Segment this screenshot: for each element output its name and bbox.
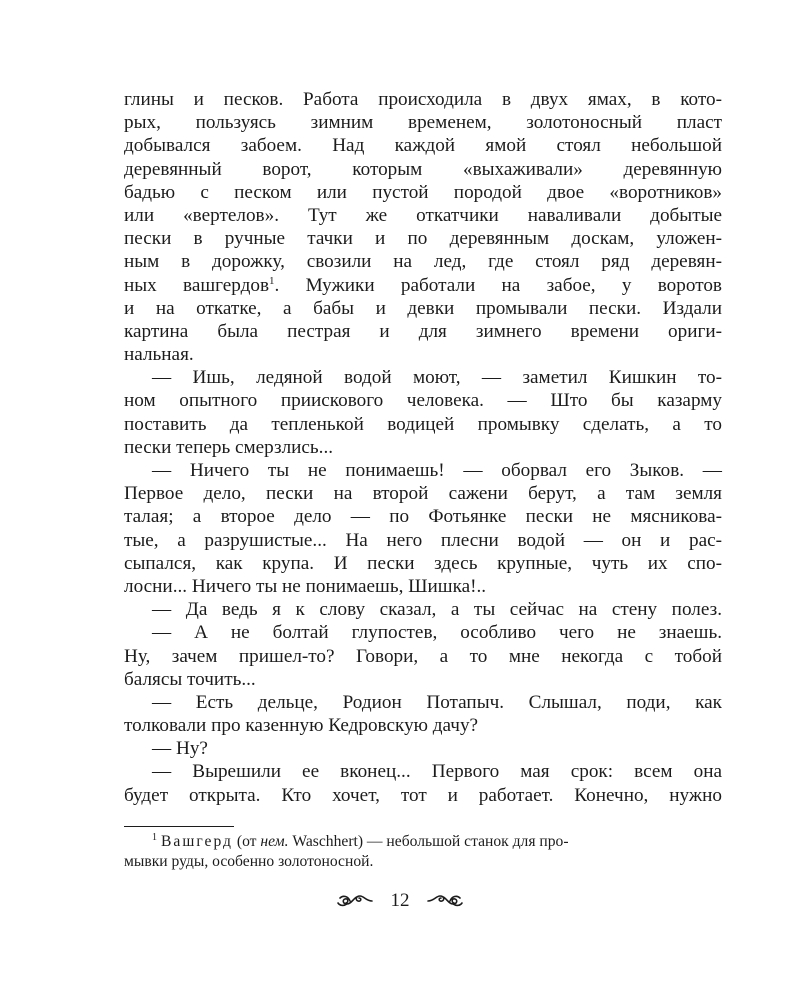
- text-line: картина была пестрая и для зимнего времени ориги-: [124, 320, 722, 342]
- text-line: поставить да тепленькой водицей промывку сделать, а то: [124, 413, 722, 435]
- text-line: будет открыта. Кто хочет, тот и работает. Конечно, нужно: [124, 784, 722, 806]
- text-line: ном опытного приискового человека. — Што бы казарму: [124, 390, 722, 412]
- text-line: балясы точить...: [124, 668, 256, 690]
- text-line: — Ничего ты не понимаешь! — оборвал его Зыков. —: [152, 460, 722, 481]
- text-line: рых, пользуясь зимним временем, золотоносный пласт: [124, 112, 722, 134]
- text-line: бадью с песком или пустой породой двое «воротников»: [124, 181, 722, 203]
- text-line: и на откатке, а бабы и девки промывали пески. Издали: [124, 297, 722, 319]
- text-line: талая; а второе дело — по Фотьянке пески не мясникова-: [124, 506, 722, 528]
- text-line: — А не болтай глупостев, особливо чего не знаешь.: [152, 622, 722, 644]
- footnote-line: [124, 832, 722, 852]
- text-line: — Вырешили ее вконец... Первого мая срок: всем она: [152, 761, 722, 783]
- ornament-left-icon: [336, 892, 374, 910]
- page-folio: [0, 888, 800, 913]
- text-line: деревянный ворот, которым «выхаживали» деревянную: [124, 158, 722, 180]
- text-fragment: Мужики работали на забое, у воротов: [305, 274, 722, 296]
- text-line: пески теперь смерзлись...: [124, 436, 334, 458]
- footnote-term: Вашгерд: [161, 833, 233, 850]
- text-line: тые, а разрушистые... На него плесни водой — он и рас-: [124, 529, 722, 551]
- text-line: Ну, зачем пришел-то? Говори, а то мне некогда с тобой: [124, 645, 722, 667]
- text-line: — Ишь, ледяной водой моют, — заметил Кишкин то-: [152, 367, 722, 389]
- text-line: Первое дело, пески на второй сажени берут, а там земля: [124, 483, 722, 505]
- text-fragment: ных вашгердов: [124, 274, 270, 296]
- text-line: ным в дорожку, свозили на лед, где стоял ряд деревян-: [124, 251, 722, 273]
- text-line: пески в ручные тачки и по деревянным доскам, уложен-: [124, 228, 722, 250]
- text-line: глины и песков. Работа происходила в двух ямах, в кото-: [124, 89, 722, 110]
- ornament-right-icon: [426, 892, 464, 910]
- text-line-with-footnote: ных вашгердов$^1$. Мужики работали на забое, у воротов: [124, 274, 722, 296]
- text-line: или «вертелов». Тут же откатчики наваливали добытые: [124, 204, 722, 226]
- footnote: [124, 832, 722, 872]
- footnote-text: (от: [236, 833, 257, 850]
- text-line: сыпался, как крупа. И пески здесь крупные, чуть их спо-: [124, 552, 722, 574]
- footnote-separator: [124, 826, 234, 827]
- footnote-language: нем.: [260, 833, 289, 850]
- text-line: добывался забоем. Над каждой ямой стоял небольшой: [124, 135, 722, 157]
- footnote-text: Waschhert) — небольшой станок для про-: [292, 833, 569, 850]
- footnote-reference[interactable]: 1: [269, 274, 275, 287]
- text-line: — Есть дельце, Родион Потапыч. Слышал, поди, как: [152, 691, 722, 713]
- page-number: 12: [390, 889, 410, 911]
- text-line: нальная.: [124, 344, 194, 366]
- footnote-line: мывки руды, особенно золотоносной.: [124, 853, 374, 870]
- footnote-marker: 1: [152, 832, 157, 843]
- main-text: [124, 88, 722, 807]
- text-line: лосни... Ничего ты не понимаешь, Шишка!..: [124, 575, 487, 597]
- text-line: — Да ведь я к слову сказал, а ты сейчас на стену полез.: [152, 599, 722, 621]
- text-line: толковали про казенную Кедровскую дачу?: [124, 715, 479, 737]
- text-line: — Ну?: [152, 738, 208, 760]
